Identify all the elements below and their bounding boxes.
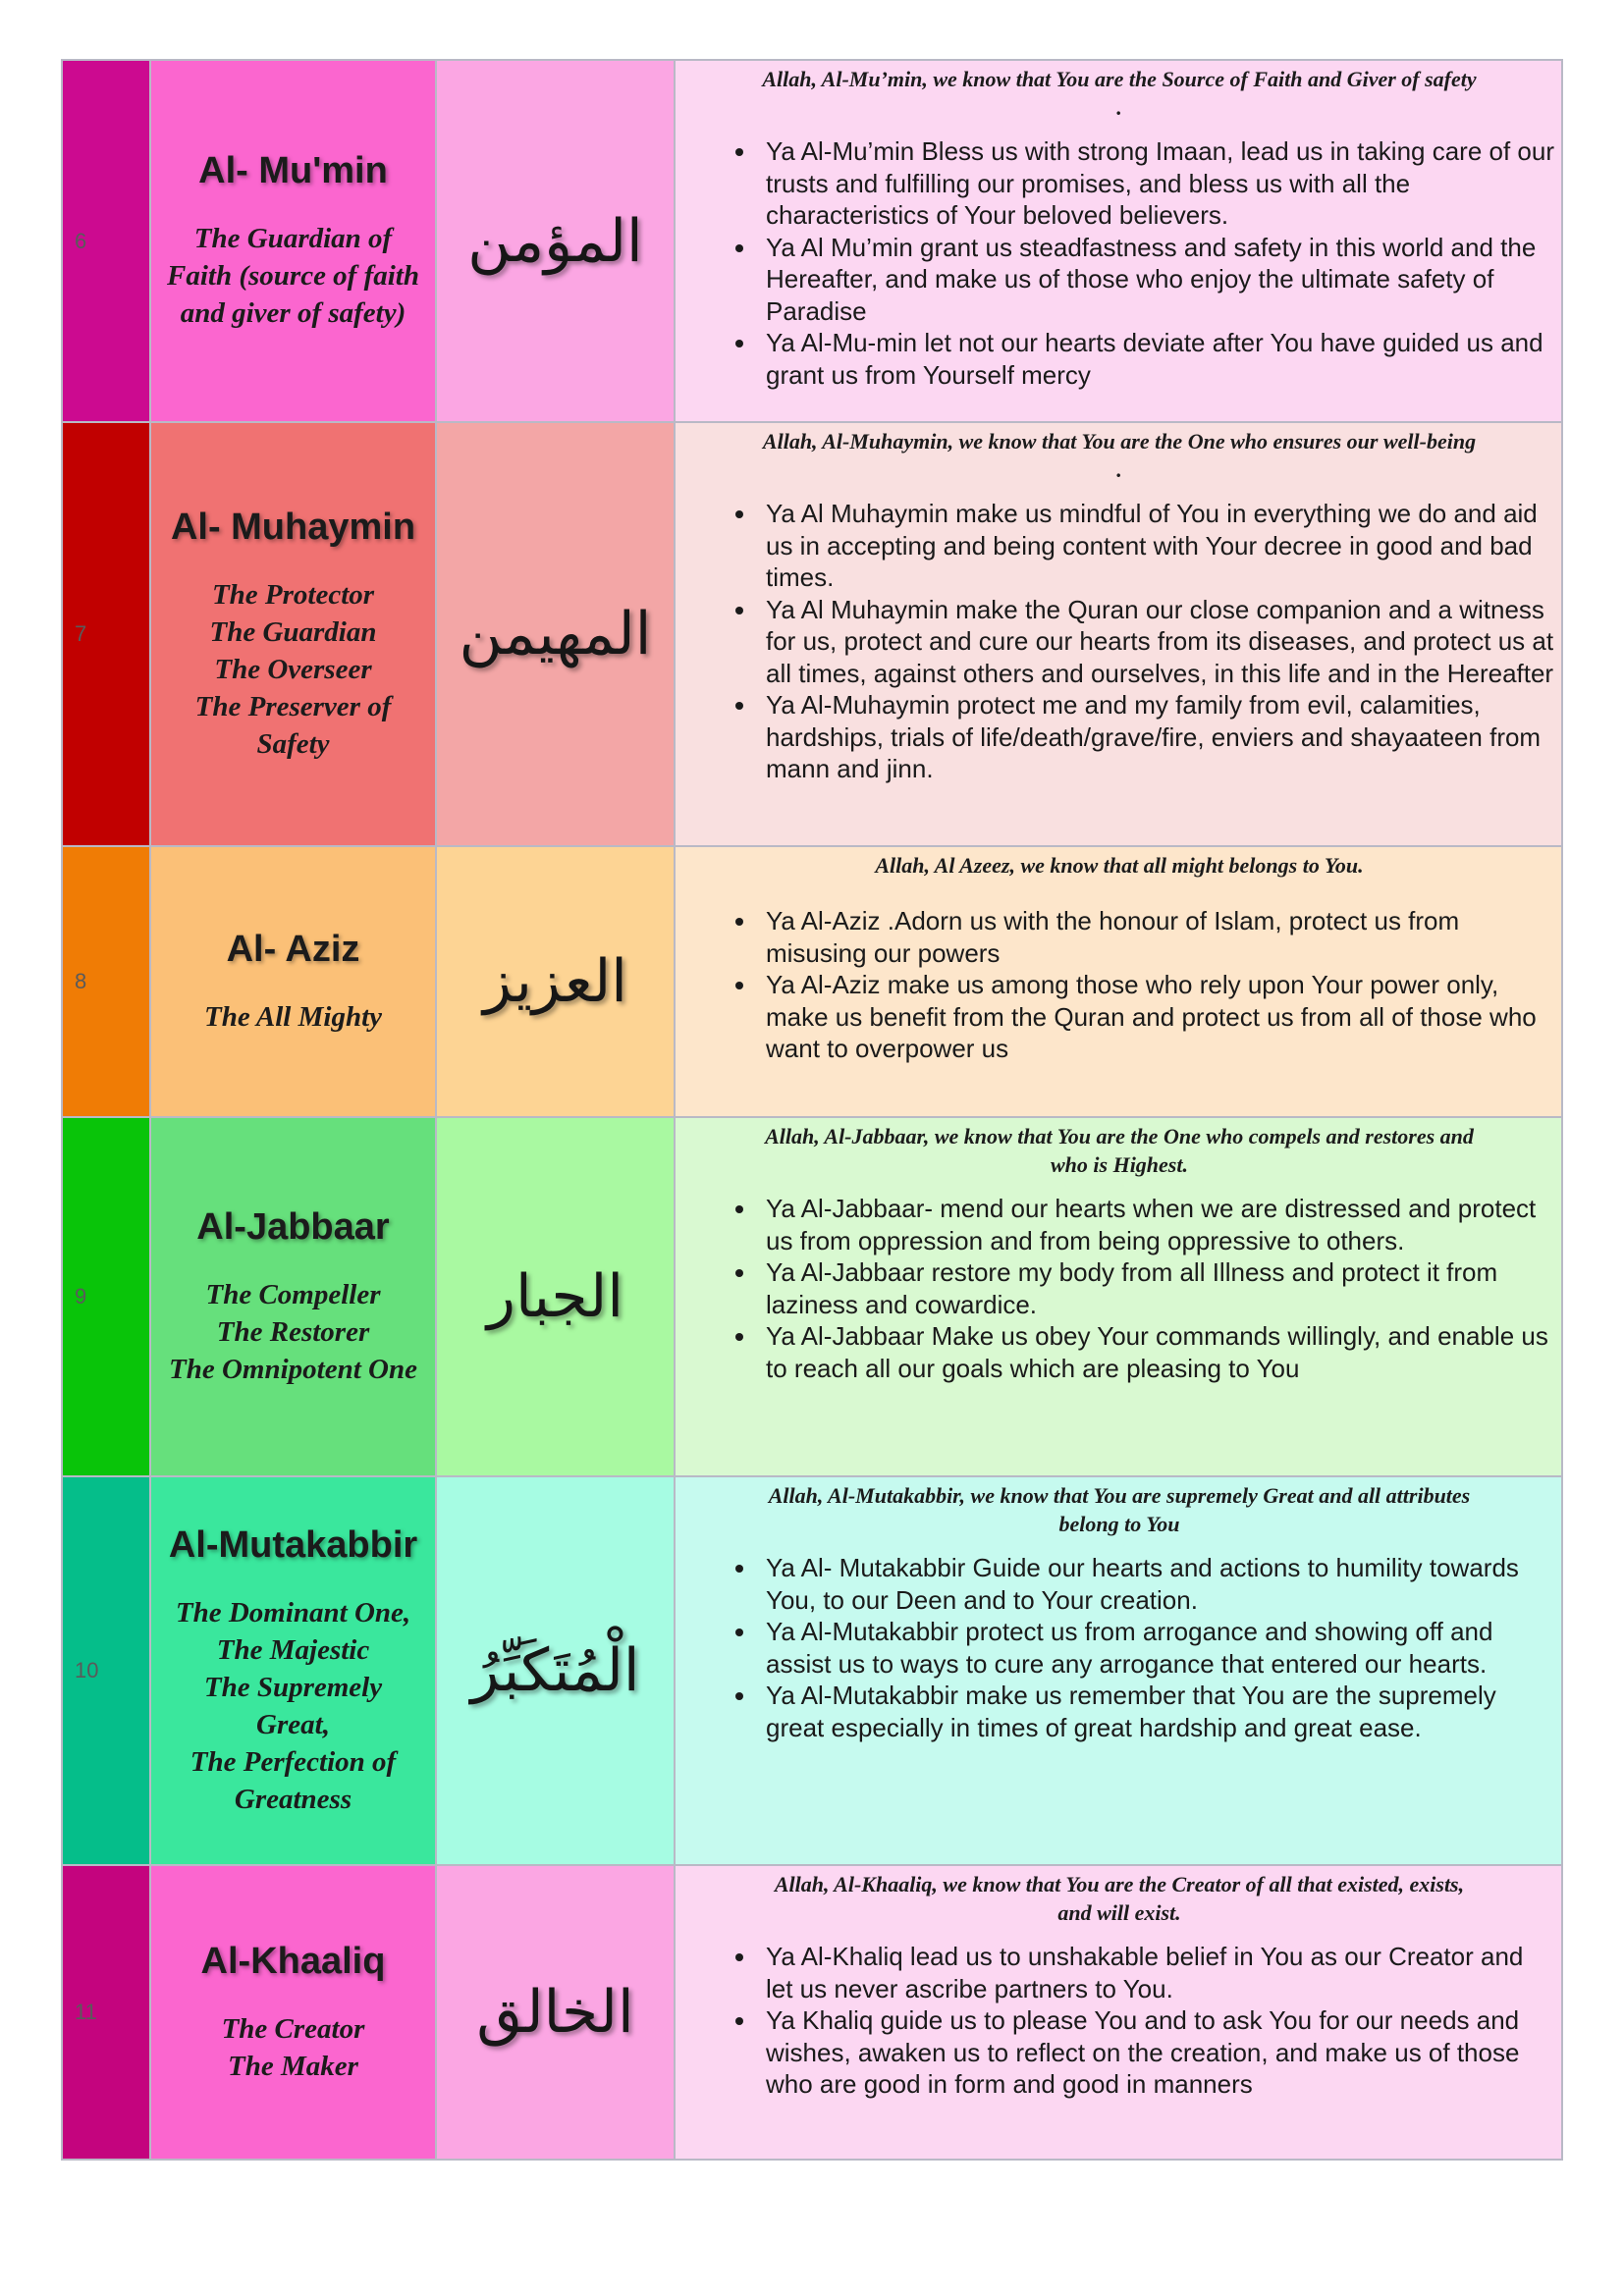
arabic-name: الخالق xyxy=(436,1865,675,2160)
prayer-intro-line: Allah, Al-Mu’min, we know that You are the Source of Faith and Giver of safety xyxy=(762,67,1477,91)
name-title: Al-Mutakabbir xyxy=(168,1523,418,1566)
meaning-line: The Guardian xyxy=(209,615,377,648)
prayer-item: • Ya Al-Mu’min Bless us with strong Imaan, lead us in taking care of our trusts and fulfilling our promises, and bless us with all the characteristics of Your beloved believers. xyxy=(758,135,1555,232)
prayer-item: • Ya Al-Khaliq lead us to unshakable belief in You as our Creator and let us never ascribe partners to You. xyxy=(758,1941,1555,2004)
meaning-line: The Guardian of xyxy=(193,223,393,254)
row-number: 9 xyxy=(62,1117,150,1476)
prayer-intro-line: . xyxy=(1116,95,1122,120)
prayer-item: • Ya Al-Jabbaar- mend our hearts when we are distressed and protect us from oppression and from being oppressive to others. xyxy=(758,1193,1555,1256)
meaning-line: The All Mighty xyxy=(204,1000,382,1033)
prayer-intro xyxy=(683,1870,1555,1927)
prayer-item: • Ya Al- Mutakabbir Guide our hearts and actions to humility towards You, to our Deen and to Your creation. xyxy=(758,1552,1555,1616)
prayer-intro xyxy=(683,851,1555,880)
table-row xyxy=(62,1476,1562,1865)
prayer-intro xyxy=(683,65,1555,122)
row-number: 7 xyxy=(62,422,150,846)
prayer-item: • Ya Al-Jabbaar restore my body from all Illness and protect it from laziness and cowardice. xyxy=(758,1256,1555,1320)
prayer-item: • Ya Al Muhaymin make the Quran our close companion and a witness for us, protect and cure our hearts from its diseases, and protect us at all times, against others and ourselves, in this life and in the Hereafter xyxy=(758,594,1555,690)
prayer-item: • Ya Al Muhaymin make us mindful of You in everything we do and aid us in accepting and being content with Your decree in good and bad times. xyxy=(758,498,1555,594)
meaning-line: and giver of safety) xyxy=(180,297,406,329)
prayer-intro-line: . xyxy=(1116,457,1122,482)
arabic-name: العزيز xyxy=(436,846,675,1117)
prayer-intro xyxy=(683,427,1555,484)
meaning-line: The Restorer xyxy=(216,1315,370,1348)
meaning-line: The Maker xyxy=(228,2050,358,2082)
name-cell xyxy=(150,1865,436,2160)
meaning-line: The Creator xyxy=(221,2012,365,2045)
prayer-intro-line: belong to You xyxy=(1058,1512,1180,1536)
prayer-intro-line: who is Highest. xyxy=(1051,1152,1188,1177)
prayer-list xyxy=(727,135,1555,391)
meaning-line: The Compeller xyxy=(205,1278,381,1310)
table-row xyxy=(62,422,1562,846)
prayer-list xyxy=(727,905,1555,1065)
row-number: 8 xyxy=(62,846,150,1117)
prayer-intro-line: Allah, Al-Jabbaar, we know that You are the One who compels and restores and xyxy=(765,1124,1474,1148)
name-cell xyxy=(150,846,436,1117)
name-cell xyxy=(150,1117,436,1476)
name-cell xyxy=(150,422,436,846)
prayer-cell xyxy=(675,422,1562,846)
name-title: Al-Khaaliq xyxy=(200,1940,386,1982)
name-cell xyxy=(150,60,436,422)
prayer-intro-line: Allah, Al-Khaaliq, we know that You are the Creator of all that existed, exists, xyxy=(774,1872,1465,1896)
meaning-line: The Dominant One, xyxy=(175,1596,411,1629)
table-row xyxy=(62,1865,1562,2160)
meaning-line: Safety xyxy=(256,727,330,760)
prayer-cell xyxy=(675,1865,1562,2160)
arabic-name: الْمُتَكَبِّرُ xyxy=(436,1476,675,1865)
name-title: Al- Aziz xyxy=(226,928,360,970)
prayer-list xyxy=(727,498,1555,785)
prayer-intro-line: Allah, Al Azeez, we know that all might belongs to You. xyxy=(875,853,1364,878)
prayer-item: • Ya Al-Aziz make us among those who rely upon Your power only, make us benefit from the Quran and protect us from all of those who want to overpower us xyxy=(758,969,1555,1065)
name-title: Al-Jabbaar xyxy=(196,1205,390,1248)
meaning-line: Faith (source of faith xyxy=(167,260,419,292)
name-title: Al- Muhaymin xyxy=(170,506,416,548)
row-number: 6 xyxy=(62,60,150,422)
meaning-line: The Majestic xyxy=(216,1633,370,1666)
meaning-line: The Omnipotent One xyxy=(169,1353,417,1385)
prayer-cell xyxy=(675,846,1562,1117)
table-row xyxy=(62,1117,1562,1476)
meaning-line: The Overseer xyxy=(214,653,372,685)
meaning-line: The Supremely Great, xyxy=(203,1671,383,1740)
prayer-intro-line: Allah, Al-Muhaymin, we know that You are the One who ensures our well-being xyxy=(762,429,1477,454)
prayer-item: • Ya Al-Muhaymin protect me and my family from evil, calamities, hardships, trials of life/death/grave/fire, enviers and shayaateen from mann and jinn. xyxy=(758,689,1555,785)
table-body xyxy=(62,60,1562,2160)
prayer-item: • Ya Al-Mu-min let not our hearts deviate after You have guided us and grant us from Yourself mercy xyxy=(758,327,1555,391)
prayer-intro-line: and will exist. xyxy=(1057,1900,1181,1925)
row-number: 10 xyxy=(62,1476,150,1865)
prayer-list xyxy=(727,1552,1555,1743)
arabic-name: الجبار xyxy=(436,1117,675,1476)
prayer-intro xyxy=(683,1122,1555,1179)
table-row xyxy=(62,60,1562,422)
prayer-item: • Ya Al-Mutakabbir make us remember that You are the supremely great especially in times of great hardship and great ease. xyxy=(758,1680,1555,1743)
table-row xyxy=(62,846,1562,1117)
prayer-cell xyxy=(675,1476,1562,1865)
prayer-item: • Ya Al-Aziz .Adorn us with the honour of Islam, protect us from misusing our powers xyxy=(758,905,1555,969)
prayer-intro-line: Allah, Al-Mutakabbir, we know that You are supremely Great and all attributes xyxy=(768,1483,1471,1508)
prayer-cell xyxy=(675,60,1562,422)
prayer-item: • Ya Khaliq guide us to please You and to ask You for our needs and wishes, awaken us to reflect on the creation, and make us of those who are good in form and good in manners xyxy=(758,2004,1555,2101)
row-number: 11 xyxy=(62,1865,150,2160)
meaning-line: The Preserver of xyxy=(194,690,392,722)
name-cell xyxy=(150,1476,436,1865)
arabic-name: المهيمن xyxy=(436,422,675,846)
name-title: Al- Mu'min xyxy=(198,150,388,191)
arabic-name: المؤمن xyxy=(436,60,675,422)
prayer-item: • Ya Al-Jabbaar Make us obey Your commands willingly, and enable us to reach all our goals which are pleasing to You xyxy=(758,1320,1555,1384)
meaning-line: The Protector xyxy=(211,578,375,611)
meaning-line: The Perfection of xyxy=(189,1745,397,1778)
prayer-item: • Ya Al Mu’min grant us steadfastness and safety in this world and the Hereafter, and make us of those who enjoy the ultimate safety of Paradise xyxy=(758,232,1555,328)
prayer-item: • Ya Al-Mutakabbir protect us from arrogance and showing off and assist us to ways to cure any arrogance that entered our hearts. xyxy=(758,1616,1555,1680)
prayer-cell xyxy=(675,1117,1562,1476)
prayer-intro xyxy=(683,1481,1555,1538)
meaning-line: Greatness xyxy=(234,1783,352,1815)
prayer-list xyxy=(727,1941,1555,2101)
prayer-list xyxy=(727,1193,1555,1384)
names-of-allah-table xyxy=(61,59,1563,2161)
